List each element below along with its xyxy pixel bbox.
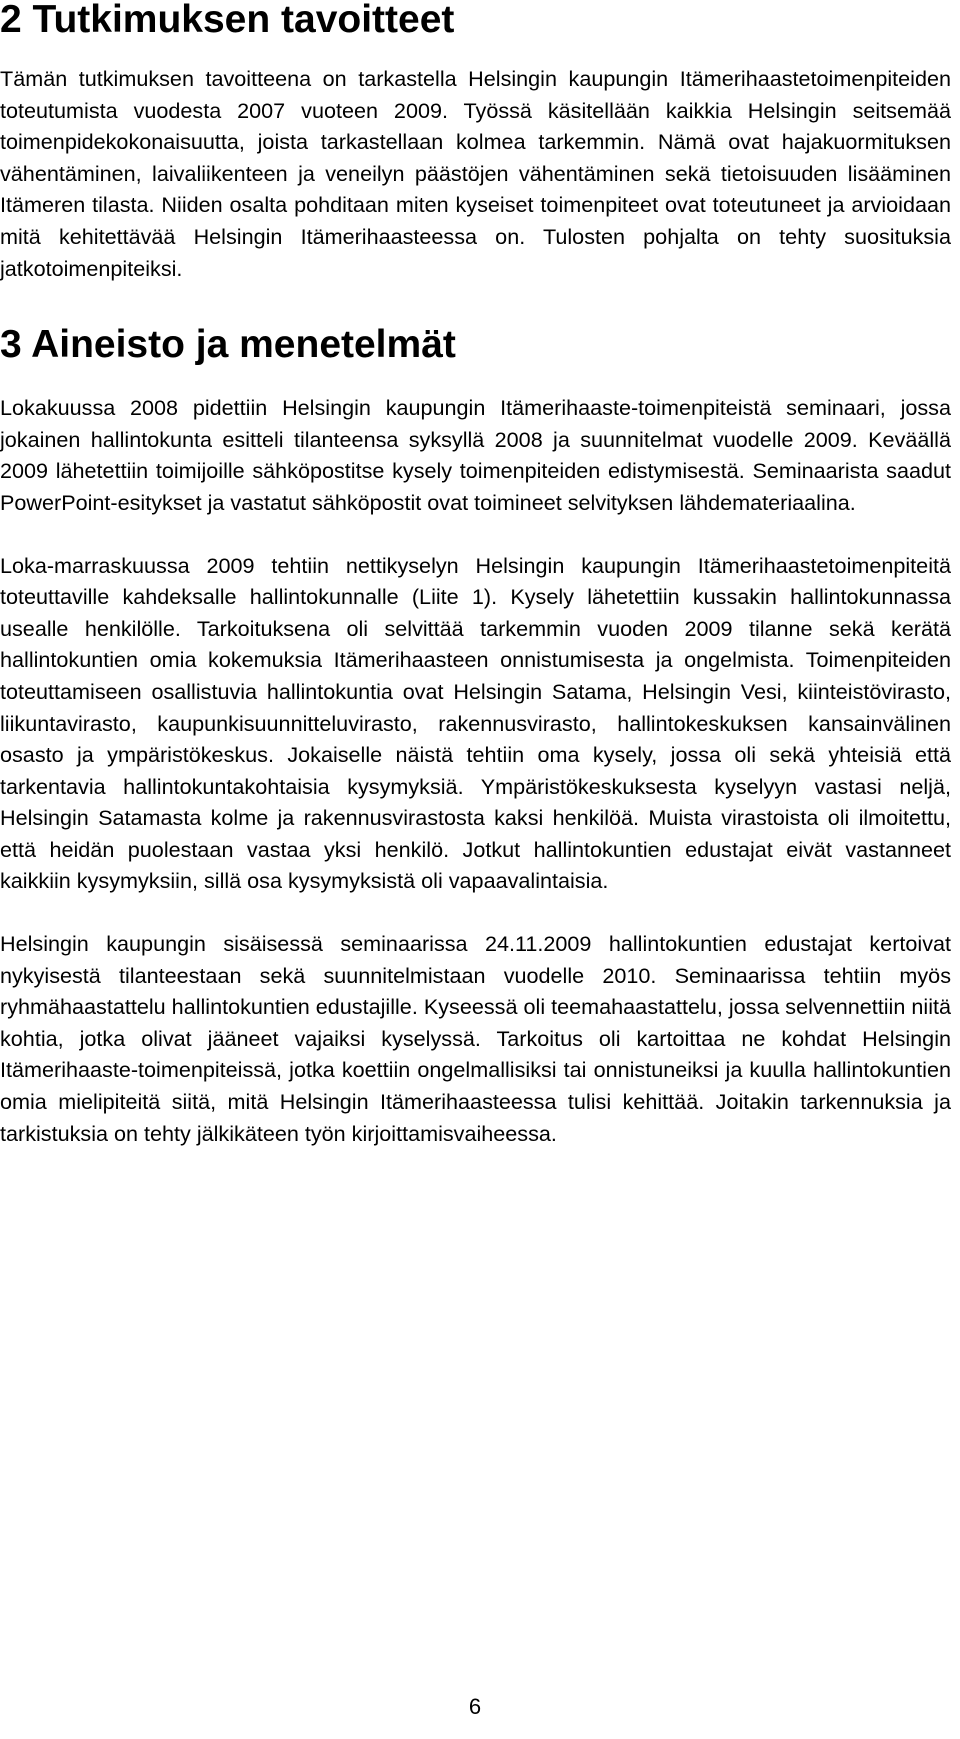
- page-number-footer: [0, 1692, 951, 1722]
- methods-paragraph-1: Lokakuussa 2008 pidettiin Helsingin kaupungin Itämerihaaste-toimenpiteistä seminaari, jossa jokainen hallintokunta esitteli tilanteensa syksyllä 2008 ja suunnitelmat vuodelle 2009. Keväällä 2009 lähetettiin toimijoille sähköpostitse kysely toimenpiteiden edistymisestä. Seminaarista saadut PowerPoint-esitykset ja vastatut sähköpostit ovat toimineet selvityksen lähdemateriaalina.: [0, 395, 951, 515]
- objectives-paragraph: Tämän tutkimuksen tavoitteena on tarkastella Helsingin kaupungin Itämerihaastetoimenpiteiden toteutumista vuodesta 2007 vuoteen 2009. Työssä käsitellään kaikkia Helsingin seitsemää toimenpidekokonaisuutta, joista tarkastellaan kolmea tarkemmin. Nämä ovat hajakuormituksen vähentäminen, laivaliikenteen ja veneilyn päästöjen vähentäminen sekä tietoisuuden lisääminen Itämeren tilasta. Niiden osalta pohditaan miten kyseiset toimenpiteet ovat toteutuneet ja arvioidaan mitä kehitettävää Helsingin Itämerihaasteessa on. Tulosten pohjalta on tehty suosituksia jatkotoimenpiteiksi.: [0, 66, 951, 281]
- methods-paragraph-3: Helsingin kaupungin sisäisessä seminaarissa 24.11.2009 hallintokuntien edustajat kertoivat nykyisestä tilanteestaan sekä suunnitelmistaan vuodelle 2010. Seminaarissa tehtiin myös ryhmähaastattelu hallintokuntien edustajille. Kyseessä oli teemahaastattelu, jossa selvennettiin niitä kohtia, jotka olivat jääneet vajaiksi kyselyssä. Tarkoitus oli kartoittaa ne kohdat Helsingin Itämerihaaste-toimenpiteissä, jotka koettiin ongelmallisiksi tai onnistuneiksi ja kuulla hallintokuntien omia mielipiteitä siitä, mitä Helsingin Itämerihaasteessa tulisi kehittää. Joitakin tarkennuksia ja tarkistuksia on tehty jälkikäteen työn kirjoittamisvaiheessa.: [0, 931, 951, 1146]
- section-heading-materials-methods: 3 Aineisto ja menetelmät: [0, 323, 456, 367]
- methods-paragraph-2: Loka-marraskuussa 2009 tehtiin nettikyselyn Helsingin kaupungin Itämerihaastetoimenpiteitä toteuttaville kahdeksalle hallintokunnalle (Liite 1). Kysely lähetettiin kussakin hallintokunnassa usealle henkilölle. Tarkoituksena oli selvittää tarkemmin vuoden 2009 tilanne sekä kerätä hallintokuntien omia kokemuksia Itämerihaasteen onnistumisesta ja ongelmista. Toimenpiteiden toteuttamiseen osallistuvia hallintokuntia ovat Helsingin Satama, Helsingin Vesi, kiinteistövirasto, liikuntavirasto, kaupunkisuunnitteluvirasto, rakennusvirasto, hallintokeskuksen kansainvälinen osasto ja ympäristökeskus. Jokaiselle näistä tehtiin oma kysely, jossa oli sekä yhteisiä että tarkentavia hallintokuntakohtaisia kysymyksiä. Ympäristökeskuksesta kyselyyn vastasi neljä, Helsingin Satamasta kolme ja rakennusvirastosta kaksi henkilöä. Muista virastoista oli ilmoitettu, että heidän puolestaan vastaa yksi henkilö. Jotkut hallintokuntien edustajat eivät vastanneet kaikkiin kysymyksiin, sillä osa kysymyksistä oli vapaavalintaisia.: [0, 552, 951, 894]
- section-heading-objectives: 2 Tutkimuksen tavoitteet: [0, 0, 455, 41]
- page-number: 6: [468, 1694, 482, 1719]
